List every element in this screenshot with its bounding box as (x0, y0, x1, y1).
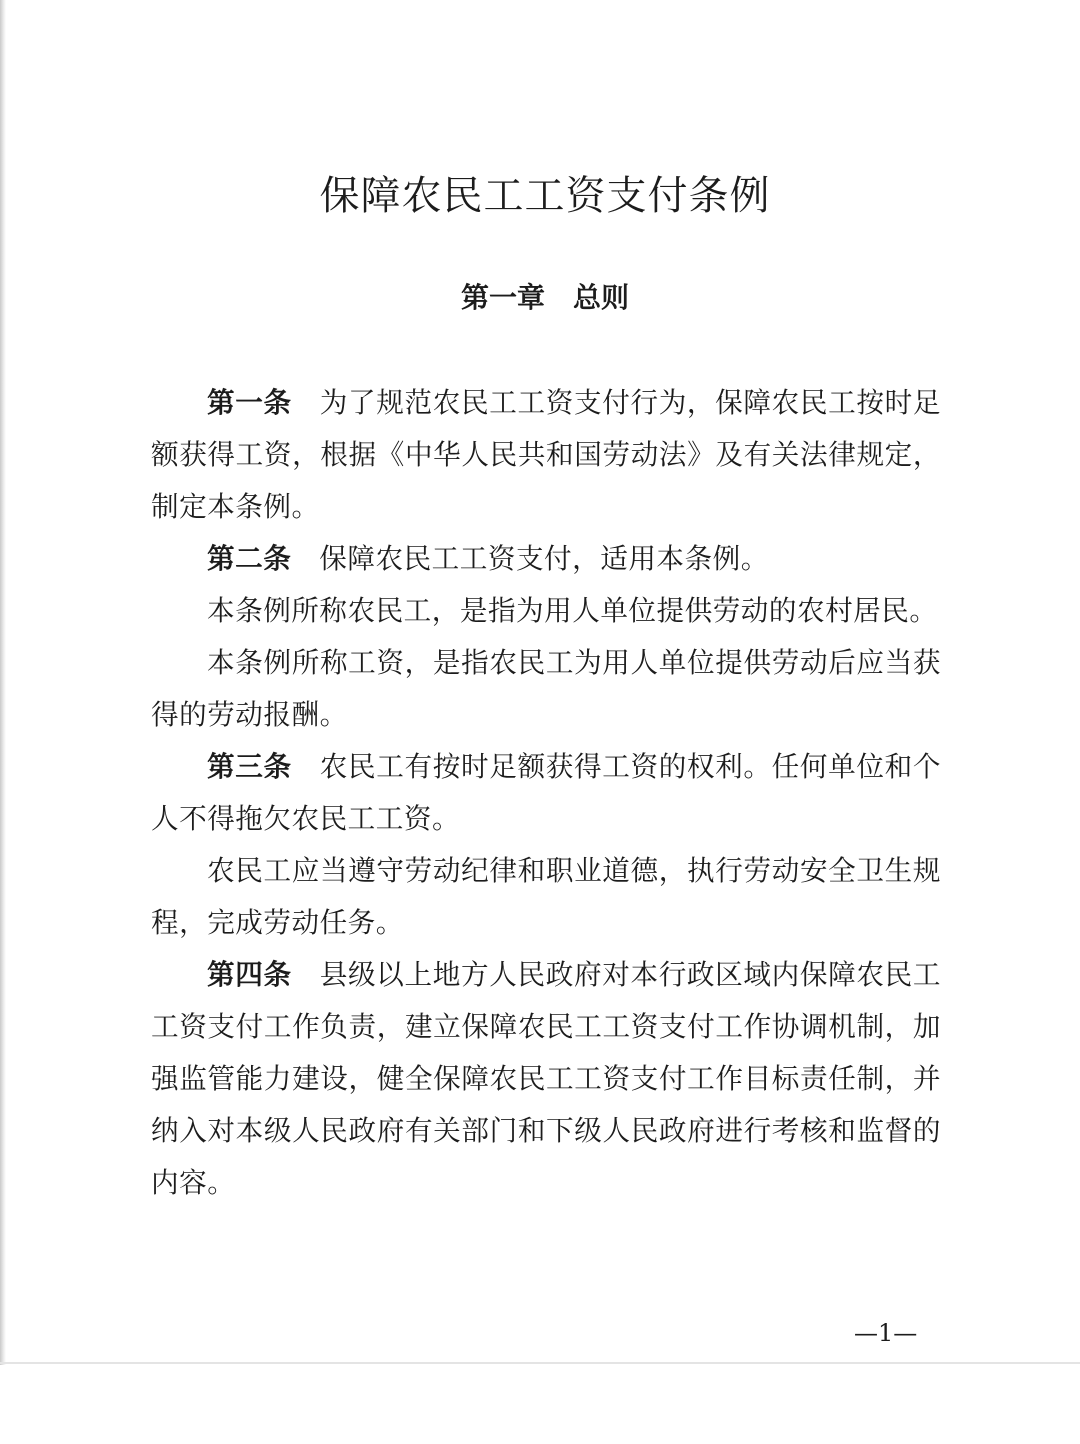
document-body (151, 377, 941, 1209)
paragraph-article-2-clause-3 (151, 637, 941, 741)
chapter-heading: 第一章 总则 (460, 281, 629, 314)
article-number: 第一条 (207, 386, 292, 419)
paragraph-article-1 (151, 377, 941, 533)
paragraph-text: 农民工应当遵守劳动纪律和职业道德，执行劳动安全卫生规程，完成劳动任务。 (151, 854, 941, 939)
paragraph-text: 保障农民工工资支付，适用本条例。 (319, 542, 769, 575)
paragraph-text: 本条例所称工资，是指农民工为用人单位提供劳动后应当获得的劳动报酬。 (151, 646, 941, 731)
article-number: 第二条 (207, 542, 292, 575)
paragraph-text: 本条例所称农民工，是指为用人单位提供劳动的农村居民。 (207, 594, 938, 627)
document-title: 保障农民工工资支付条例 (319, 173, 771, 219)
paragraph-text: 为了规范农民工工资支付行为，保障农民工按时足额获得工资，根据《中华人民共和国劳动法》及有关法律规定，制定本条例。 (151, 386, 941, 523)
paragraph-text: 农民工有按时足额获得工资的权利。任何单位和个人不得拖欠农民工工资。 (151, 750, 941, 835)
paragraph-text: 县级以上地方人民政府对本行政区域内保障农民工工资支付工作负责，建立保障农民工工资支付工作协调机制，加强监管能力建设，健全保障农民工工资支付工作目标责任制，并纳入对本级人民政府有关部门和下级人民政府进行考核和监督的内容。 (151, 958, 941, 1199)
paragraph-article-3 (151, 741, 941, 845)
paragraph-article-2-clause-2 (151, 585, 941, 637)
page-number: —1— (854, 1319, 918, 1347)
paragraph-article-3-clause-2 (151, 845, 941, 949)
paragraph-article-4 (151, 949, 941, 1209)
paragraph-article-2 (151, 533, 941, 585)
article-number: 第四条 (207, 958, 292, 991)
article-number: 第三条 (207, 750, 292, 783)
page-bottom-edge (0, 1362, 1080, 1364)
